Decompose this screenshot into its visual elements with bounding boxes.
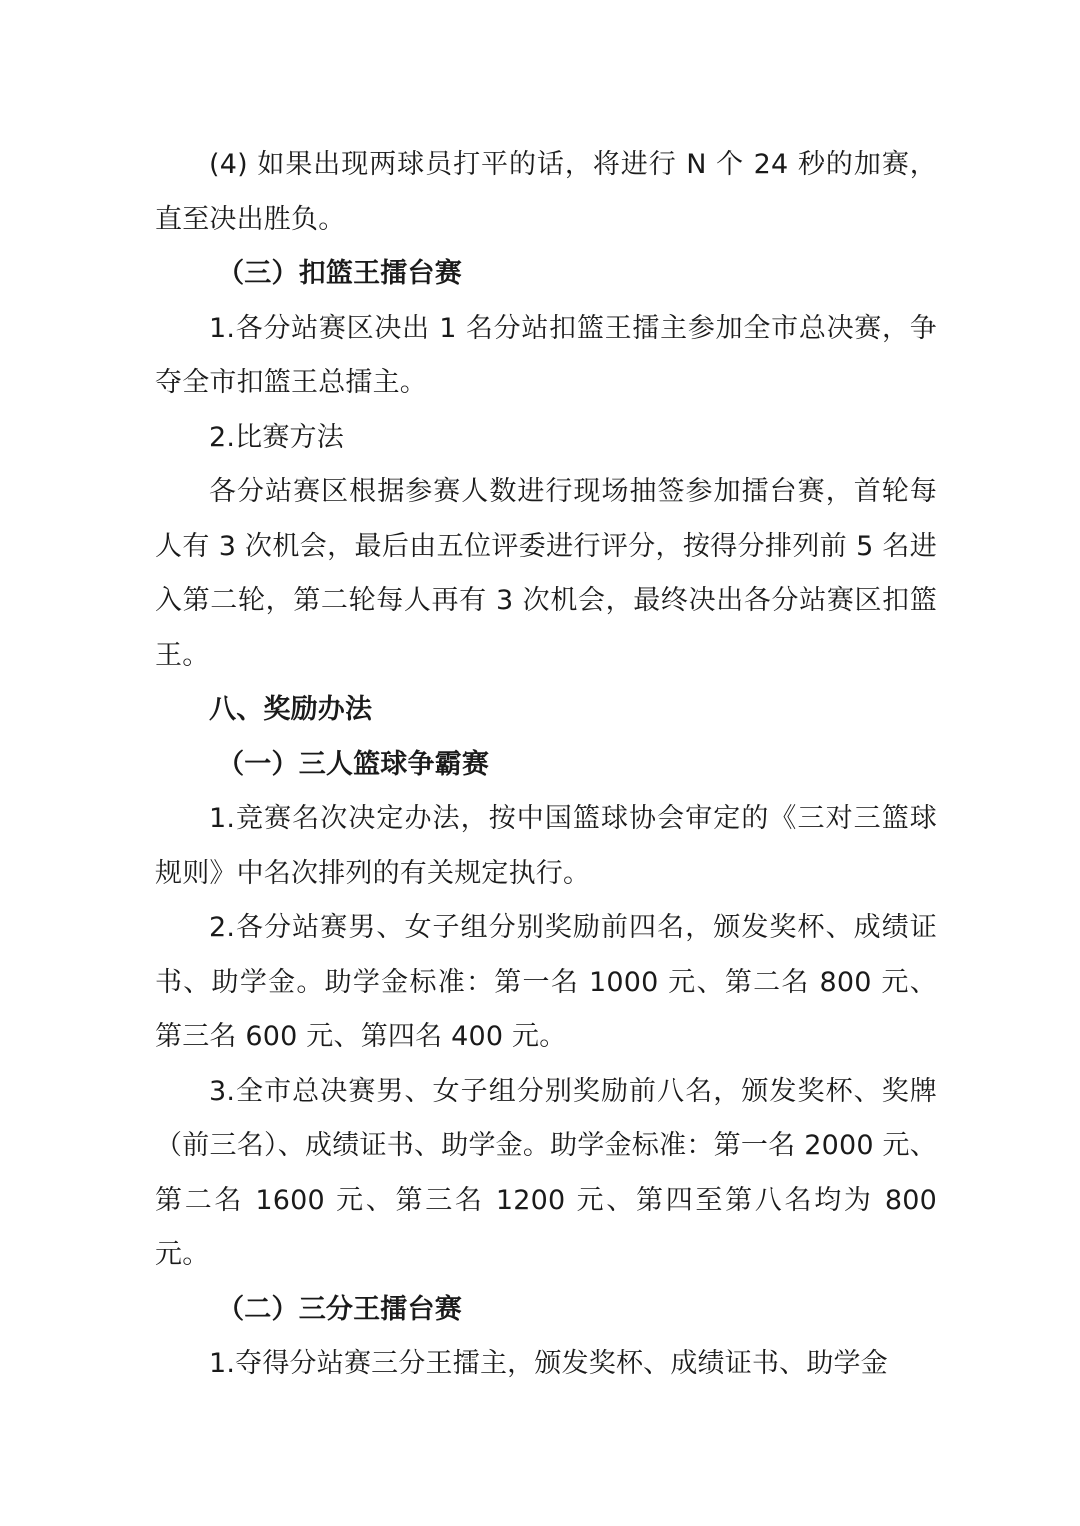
paragraph-three-point-1: 1.夺得分站赛三分王擂主，颁发奖杯、成绩证书、助学金 <box>209 1348 888 1379</box>
paragraph-dunk-2: 2.比赛方法 <box>209 421 344 453</box>
heading-three-point-contest: （二）三分王擂台赛 <box>217 1293 462 1325</box>
heading-dunk-contest: （三）扣篮王擂台赛 <box>217 258 462 289</box>
paragraph-dunk-3: 各分站赛区根据参赛人数进行现场抽签参加擂台赛，首轮每人有 3 次机会，最后由五位评委进行评分，按得分排列前 5 名进入第二轮，第二轮每人再有 3 次机会，最终决出各分站赛区扣篮王。 <box>155 476 937 671</box>
document-page <box>155 138 937 1392</box>
paragraph-3v3-3: 3.全市总决赛男、女子组分别奖励前八名，颁发奖杯、奖牌（前三名）、成绩证书、助学金。助学金标准：第一名 2000 元、第二名 1600 元、第三名 1200 元、第四至第八名均为 800 元。 <box>155 1075 937 1270</box>
paragraph-dunk-1: 1.各分站赛区决出 1 名分站扣篮王擂主参加全市总决赛，争夺全市扣篮王总擂主。 <box>155 312 937 398</box>
heading-rewards: 八、奖励办法 <box>209 694 373 725</box>
paragraph-tiebreak: (4) 如果出现两球员打平的话，将进行 N 个 24 秒的加赛，直至决出胜负。 <box>155 149 937 235</box>
paragraph-3v3-2: 2.各分站赛男、女子组分别奖励前四名，颁发奖杯、成绩证书、助学金。助学金标准：第一名 1000 元、第二名 800 元、第三名 600 元、第四名 400 元。 <box>155 912 937 1052</box>
heading-3v3-contest: （一）三人篮球争霸赛 <box>217 748 490 780</box>
paragraph-3v3-1: 1.竞赛名次决定办法，按中国篮球协会审定的《三对三篮球规则》中名次排列的有关规定执行。 <box>155 803 937 889</box>
